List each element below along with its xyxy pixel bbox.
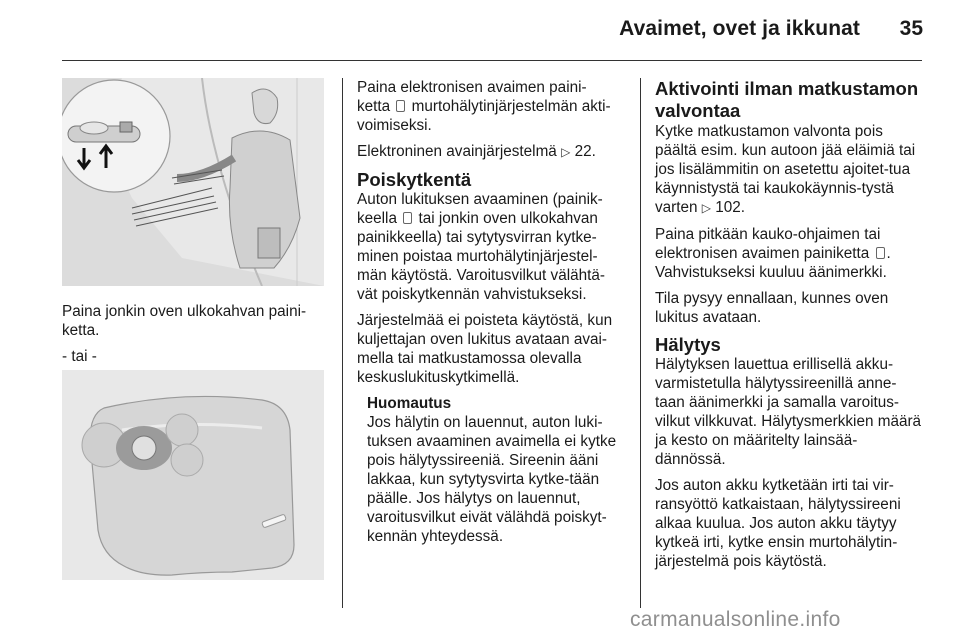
reference-paragraph: Elektroninen avainjärjestelmä ▷ 22. xyxy=(357,143,596,160)
or-separator: - tai - xyxy=(62,348,97,365)
page-number: 35 xyxy=(899,17,923,40)
page-reference-icon-2: ▷ xyxy=(701,201,711,215)
watermark: carmanualsonline.info xyxy=(630,608,841,631)
central-lock-paragraph: Järjestelmää ei poisteta käytöstä, kun kuljettajan oven lukitus avataan avai-mella tai matkustamossa olevalla keskuslukituskytkimellä. xyxy=(357,312,613,386)
door-handle-illustration xyxy=(62,78,324,286)
section-heading-alarm: Hälytys xyxy=(655,334,721,355)
alarm-paragraph: Hälytyksen lauettua erillisellä akku-varmistetulla hälytyssireenillä anne-taan äänimerkki ja samalla varoitus-vilkut vilkkuvat. Hälytysmerkkien määrä ja kesto on määritelty lainsää-dännössä. xyxy=(655,356,922,468)
column-divider-left xyxy=(342,78,343,608)
state-paragraph: Tila pysyy ennallaan, kunnes oven lukitus avataan. xyxy=(655,290,889,326)
page-header-title: Avaimet, ovet ja ikkunat xyxy=(619,17,860,40)
deactivation-paragraph: Auton lukituksen avaaminen (painik- keella tai jonkin oven ulkokahvan painikkeella) tai sytytysvirran kytke- minen poistaa murtohälytinjärjestel- män käytöstä. Varoitusvilkut välähtä- vät poiskytkennän vahvistukseksi. xyxy=(357,191,605,303)
note-title: Huomautus xyxy=(367,395,452,412)
section-heading-deactivation: Poiskytkentä xyxy=(357,169,472,190)
lock-button-icon-2 xyxy=(876,247,885,259)
electronic-key-illustration xyxy=(62,370,324,580)
note-box xyxy=(357,394,627,546)
right-column xyxy=(655,78,925,578)
figure-caption: Paina jonkin oven ulkokahvan paini- ketta. xyxy=(62,303,307,339)
note-text: Jos hälytin on lauennut, auton luki-tuksen avaaminen avaimella ei kytke pois hälytyssireeniä. Sireenin ääni lakkaa, kun sytytysvirta kytke-tään päälle. Jos hälytys on lauennut, varoitusvilkut eivät välähdä poiskyt-kennän yhteydessä. xyxy=(367,414,617,545)
battery-paragraph: Jos auton akku kytketään irti tai vir-ransyöttö katkaistaan, hälytyssireeni alkaa kuulua. Jos auton akku täytyy kytkeä irti, kytke ensin murtohälytin-järjestelmä pois käytöstä. xyxy=(655,477,901,570)
header-rule xyxy=(62,60,922,61)
interior-monitoring-paragraph: Kytke matkustamon valvonta pois päältä esim. kun autoon jää eläimiä tai jos lisälämmitin on asetettu ajoitet-tua käynnistystä tai kaukokäynnis-tystä varten ▷ 102. xyxy=(655,123,916,216)
left-column xyxy=(62,302,330,373)
unlock-button-icon xyxy=(403,212,412,224)
activation-paragraph: Paina elektronisen avaimen paini- ketta murtohälytinjärjestelmän akti- voimiseksi. xyxy=(357,79,611,134)
lock-button-icon xyxy=(396,100,405,112)
middle-column xyxy=(357,78,627,546)
long-press-paragraph: Paina pitkään kauko-ohjaimen tai elektronisen avaimen painiketta . Vahvistukseksi kuuluu äänimerkki. xyxy=(655,226,891,281)
column-divider-right xyxy=(640,78,641,608)
section-heading-no-interior-monitoring: Aktivointi ilman matkustamon valvontaa xyxy=(655,78,919,121)
page-reference-icon: ▷ xyxy=(561,145,571,159)
